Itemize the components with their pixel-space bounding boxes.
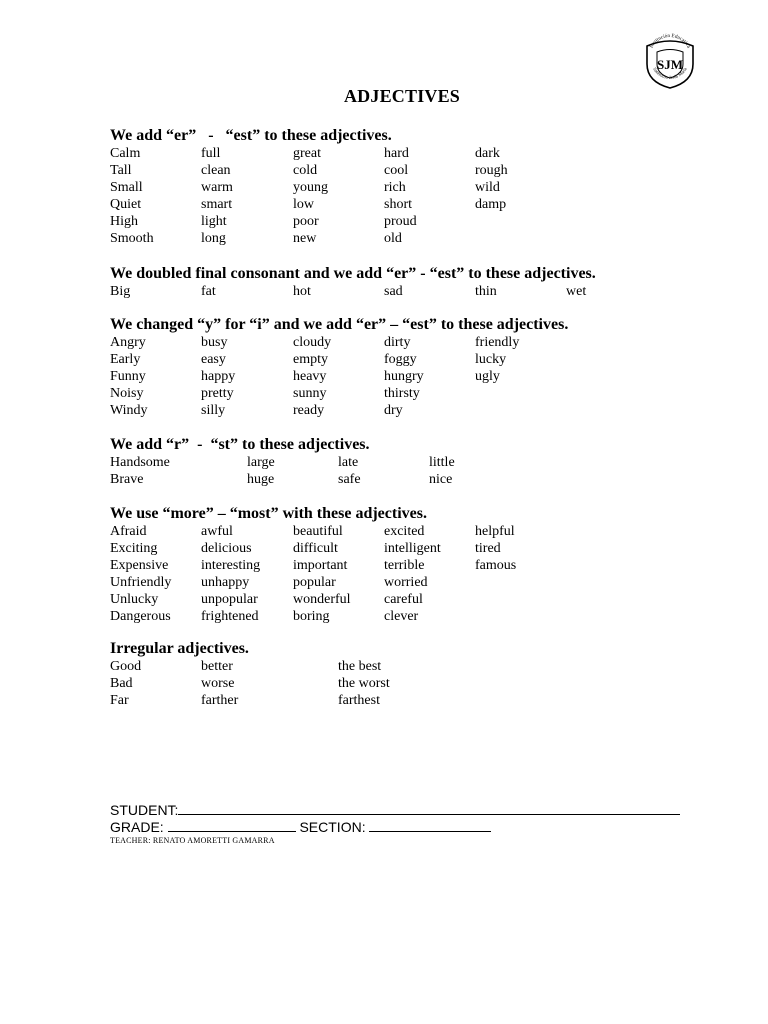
word-cell: huge <box>247 472 275 487</box>
word-cell: proud <box>384 214 417 229</box>
seal-initials: SJM <box>657 57 683 72</box>
word-cell <box>475 402 566 419</box>
word-cell: busy <box>201 335 228 350</box>
word-cell <box>566 196 657 213</box>
word-cell: difficult <box>293 541 338 556</box>
word-cell: Unfriendly <box>110 575 172 590</box>
word-cell: happy <box>201 369 236 384</box>
student-label: STUDENT: <box>110 802 179 818</box>
word-cell <box>566 213 657 230</box>
word-cell: frightened <box>201 609 259 624</box>
word-cell: foggy <box>384 352 417 367</box>
word-cell: light <box>201 214 227 229</box>
word-cell: helpful <box>475 524 515 539</box>
word-cell: sad <box>384 284 403 299</box>
word-cell: Windy <box>110 403 148 418</box>
word-cell: worried <box>384 575 428 590</box>
word-cell: hungry <box>384 369 424 384</box>
word-cell <box>475 608 566 625</box>
word-cell: sunny <box>293 386 327 401</box>
word-cell: nice <box>429 472 453 487</box>
word-cell: Funny <box>110 369 146 384</box>
word-cell: famous <box>475 558 517 573</box>
seal-ring-text-top: Institución Educativa <box>648 32 692 50</box>
word-cell: Exciting <box>110 541 158 556</box>
word-cell: young <box>293 180 328 195</box>
word-cell <box>566 334 657 351</box>
word-grid <box>110 658 475 709</box>
word-cell: Handsome <box>110 455 170 470</box>
seal-ring-text-bottom: Santísimo Jesús María <box>652 66 688 80</box>
word-cell <box>566 574 657 591</box>
word-cell: heavy <box>293 369 327 384</box>
word-cell: the best <box>338 659 382 674</box>
word-cell: warm <box>201 180 233 195</box>
word-cell <box>475 385 566 402</box>
word-cell <box>566 523 657 540</box>
word-cell <box>475 230 566 247</box>
student-line <box>110 802 680 819</box>
word-cell: pretty <box>201 386 234 401</box>
word-cell: cold <box>293 163 318 178</box>
word-cell: unhappy <box>201 575 250 590</box>
section-irregular <box>110 639 475 709</box>
word-cell <box>566 145 657 162</box>
section-label: SECTION: <box>299 819 366 835</box>
word-cell <box>566 162 657 179</box>
word-cell: Angry <box>110 335 146 350</box>
word-cell <box>566 230 657 247</box>
word-cell: wet <box>566 284 587 299</box>
word-cell: hard <box>384 146 409 161</box>
section-heading: We use “more” – “most” with these adjectives. <box>110 505 427 522</box>
word-cell: unpopular <box>201 592 258 607</box>
word-cell: Expensive <box>110 558 169 573</box>
word-cell: Big <box>110 284 131 299</box>
school-seal-logo <box>641 32 699 90</box>
word-cell: excited <box>384 524 425 539</box>
word-cell: Good <box>110 659 142 674</box>
section-doubled-consonant <box>110 264 657 300</box>
word-grid <box>110 523 657 625</box>
section-more-most <box>110 504 657 625</box>
section-heading: We add “er” - “est” to these adjectives. <box>110 127 392 144</box>
word-cell: rich <box>384 180 406 195</box>
word-cell: worse <box>201 676 235 691</box>
word-grid <box>110 145 657 247</box>
word-cell: Noisy <box>110 386 144 401</box>
word-cell: cool <box>384 163 409 178</box>
section-heading: We changed “y” for “i” and we add “er” – “est” to these adjectives. <box>110 316 569 333</box>
word-cell: Far <box>110 693 129 708</box>
word-cell: friendly <box>475 335 520 350</box>
word-grid <box>110 283 657 300</box>
word-cell: Early <box>110 352 141 367</box>
word-cell: hot <box>293 284 311 299</box>
word-cell: silly <box>201 403 226 418</box>
word-cell: interesting <box>201 558 261 573</box>
word-cell: important <box>293 558 348 573</box>
word-cell: Smooth <box>110 231 154 246</box>
word-cell: boring <box>293 609 330 624</box>
word-cell: tired <box>475 541 501 556</box>
word-cell <box>475 591 566 608</box>
word-cell <box>566 608 657 625</box>
word-cell: empty <box>293 352 328 367</box>
word-cell: large <box>247 455 275 470</box>
word-cell: old <box>384 231 402 246</box>
word-cell: the worst <box>338 676 390 691</box>
word-cell: Quiet <box>110 197 142 212</box>
section-er-est <box>110 126 657 247</box>
word-cell: beautiful <box>293 524 343 539</box>
word-cell: farthest <box>338 693 380 708</box>
grade-field[interactable] <box>168 819 296 832</box>
word-cell: clean <box>201 163 231 178</box>
word-cell: wild <box>475 180 500 195</box>
section-heading: Irregular adjectives. <box>110 640 249 657</box>
student-info-footer <box>110 802 680 845</box>
word-cell: safe <box>338 472 361 487</box>
word-cell: wonderful <box>293 592 351 607</box>
word-grid <box>110 454 520 488</box>
section-field[interactable] <box>369 819 491 832</box>
word-cell: lucky <box>475 352 507 367</box>
word-cell <box>475 213 566 230</box>
word-cell: thin <box>475 284 497 299</box>
word-cell: Calm <box>110 146 141 161</box>
word-cell: better <box>201 659 233 674</box>
word-cell <box>566 540 657 557</box>
word-cell <box>566 179 657 196</box>
word-cell: ugly <box>475 369 500 384</box>
word-cell: Brave <box>110 472 144 487</box>
word-cell: farther <box>201 693 239 708</box>
word-cell: smart <box>201 197 233 212</box>
word-cell: Small <box>110 180 143 195</box>
word-cell <box>566 402 657 419</box>
word-cell: full <box>201 146 221 161</box>
word-cell: little <box>429 455 455 470</box>
word-cell <box>566 591 657 608</box>
word-grid <box>110 334 657 419</box>
word-cell <box>566 351 657 368</box>
word-cell: Bad <box>110 676 133 691</box>
student-name-field[interactable] <box>178 802 680 815</box>
word-cell: dry <box>384 403 403 418</box>
word-cell: dark <box>475 146 500 161</box>
section-heading: We doubled final consonant and we add “er” - “est” to these adjectives. <box>110 265 596 282</box>
word-cell: long <box>201 231 226 246</box>
word-cell: late <box>338 455 359 470</box>
word-cell <box>475 574 566 591</box>
word-cell: clever <box>384 609 419 624</box>
word-cell: Afraid <box>110 524 147 539</box>
word-cell: short <box>384 197 412 212</box>
word-cell: low <box>293 197 314 212</box>
word-cell: Dangerous <box>110 609 171 624</box>
word-cell: High <box>110 214 138 229</box>
word-cell <box>566 368 657 385</box>
page-title: ADJECTIVES <box>343 86 461 106</box>
word-cell: thirsty <box>384 386 420 401</box>
grade-label: GRADE: <box>110 819 164 835</box>
word-cell: intelligent <box>384 541 441 556</box>
word-cell: easy <box>201 352 226 367</box>
word-cell: rough <box>475 163 508 178</box>
word-cell: ready <box>293 403 325 418</box>
word-cell: Tall <box>110 163 132 178</box>
word-cell: terrible <box>384 558 425 573</box>
section-r-st <box>110 435 520 488</box>
teacher-name: TEACHER: RENATO AMORETTI GAMARRA <box>110 836 275 845</box>
word-cell: cloudy <box>293 335 332 350</box>
word-cell: damp <box>475 197 507 212</box>
section-y-to-i <box>110 315 657 419</box>
word-cell: delicious <box>201 541 252 556</box>
word-cell: Unlucky <box>110 592 159 607</box>
word-cell <box>566 557 657 574</box>
word-cell: awful <box>201 524 233 539</box>
word-cell: fat <box>201 284 216 299</box>
section-heading: We add “r” - “st” to these adjectives. <box>110 436 370 453</box>
word-cell: new <box>293 231 317 246</box>
word-cell: popular <box>293 575 336 590</box>
word-cell: dirty <box>384 335 411 350</box>
grade-section-line <box>110 819 680 836</box>
word-cell <box>566 385 657 402</box>
word-cell: poor <box>293 214 319 229</box>
word-cell: careful <box>384 592 423 607</box>
word-cell: great <box>293 146 321 161</box>
